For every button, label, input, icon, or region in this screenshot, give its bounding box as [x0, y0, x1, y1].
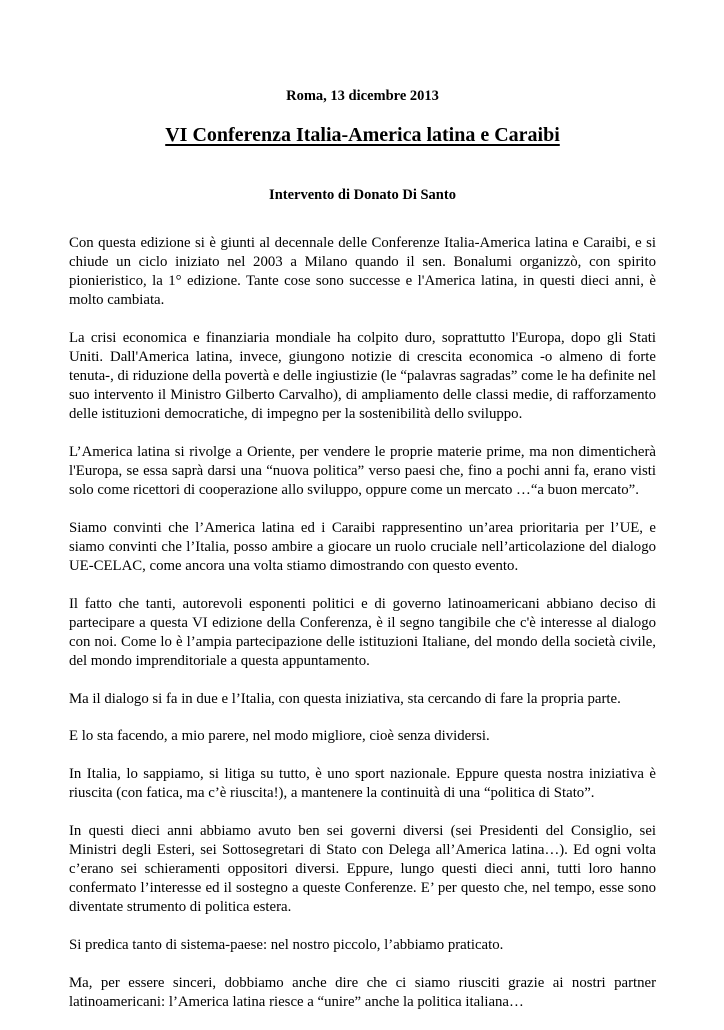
paragraph-6: Ma il dialogo si fa in due e l’Italia, con questa iniziativa, sta cercando di fare la propria parte. — [69, 690, 621, 707]
paragraph-9: In questi dieci anni abbiamo avuto ben sei governi diversi (sei Presidenti del Consiglio, sei Ministri degli Esteri, sei Sottosegretari di Stato con Delega all’America latina…). Ed ogni volta c’erano sei schieramenti oppositori diversi. Eppure, lungo questi dieci anni, tutti loro hanno confermato l’interesse ed il sostegno a queste Conferenze. E’ per questo che, nel tempo, esse sono diventate strumento di politica estera. — [69, 822, 656, 916]
document-body — [69, 234, 656, 1030]
paragraph-1: Con questa edizione si è giunti al decennale delle Conferenze Italia-America latina e Caraibi, e si chiude un ciclo iniziato nel 2003 a Milano quando il sen. Bonalumi organizzò, con spirito pionieristico, la 1° edizione. Tante cose sono successe e l'America latina, in questi dieci anni, è molto cambiata. — [69, 235, 656, 309]
paragraph-11: Ma, per essere sinceri, dobbiamo anche dire che ci siamo riusciti grazie ai nostri partner latinoamericani: l’America latina riesce a “unire” anche la politica italiana… — [69, 974, 656, 1010]
paragraph-5: Il fatto che tanti, autorevoli esponenti politici e di governo latinoamericani abbiano deciso di partecipare a questa VI edizione della Conferenza, è il segno tangibile che c'è interesse al dialogo con noi. Come lo è l’ampia partecipazione delle istituzioni Italiane, del mondo della società civile, del mondo imprenditoriale a questa appuntamento. — [69, 595, 656, 670]
paragraph-7: E lo sta facendo, a mio parere, nel modo migliore, cioè senza dividersi. — [69, 728, 490, 745]
document-title: VI Conferenza Italia-America latina e Caraibi — [165, 124, 560, 146]
paragraph-4: Siamo convinti che l’America latina ed i Caraibi rappresentino un’area prioritaria per l’UE, e siamo convinti che l’Italia, posso ambire a giocare un ruolo cruciale nell’articolazione del dialogo UE-CELAC, come ancora una volta stiamo dimostrando con questo evento. — [69, 519, 656, 575]
paragraph-10: Si predica tanto di sistema-paese: nel nostro piccolo, l’abbiamo praticato. — [69, 936, 504, 953]
paragraph-2: La crisi economica e finanziaria mondiale ha colpito duro, soprattutto l'Europa, dopo gli Stati Uniti. Dall'America latina, invece, giungono notizie di crescita economica -o almeno di forte tenuta-, di riduzione della povertà e delle ingiustizie (le “palavras sagradas” come le ha definite nel suo intervento il Ministro Gilberto Carvalho), di ampliamento delle classi medie, di rafforzamento delle istituzioni democratiche, di impegno per la sostenibilità dello sviluppo. — [69, 329, 656, 423]
paragraph-3: L’America latina si rivolge a Oriente, per vendere le proprie materie prime, ma non dimenticherà l'Europa, se essa saprà darsi una “nuova politica” verso paesi che, fino a pochi anni fa, erano visti solo come ricettori di cooperazione allo sviluppo, oppure come un mercato …“a buon mercato”. — [69, 444, 656, 499]
paragraph-8: In Italia, lo sappiamo, si litiga su tutto, è uno sport nazionale. Eppure questa nostra iniziativa è riuscita (con fatica, ma c’è riuscita!), a mantenere la continuità di una “politica di Stato”. — [69, 766, 656, 802]
document-date: Roma, 13 dicembre 2013 — [286, 88, 439, 104]
document-subtitle: Intervento di Donato Di Santo — [269, 187, 456, 203]
